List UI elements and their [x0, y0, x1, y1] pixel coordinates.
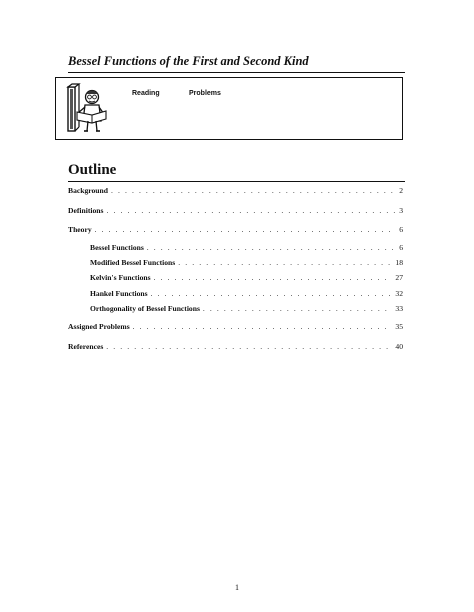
toc-leader [147, 243, 396, 252]
toc-leader [95, 225, 397, 234]
outline-divider [68, 181, 405, 182]
toc-label: Kelvin's Functions [90, 273, 151, 282]
reading-scholar-icon [64, 83, 112, 135]
toc-label: References [68, 342, 104, 351]
page-title: Bessel Functions of the First and Second Kind [68, 54, 309, 68]
page-number: 1 [235, 583, 239, 592]
toc-page-number: 32 [395, 289, 403, 298]
toc-entry-hankel-functions[interactable] [90, 289, 403, 299]
title-divider [68, 72, 405, 73]
toc-label: Modified Bessel Functions [90, 258, 176, 267]
toc-leader [178, 258, 392, 267]
toc-page-number: 3 [399, 206, 403, 215]
problems-link[interactable]: Problems [189, 90, 221, 97]
toc-entry-definitions[interactable] [68, 206, 403, 216]
toc-page-number: 35 [395, 322, 403, 331]
toc-label: Bessel Functions [90, 243, 144, 252]
toc-entry-orthogonality[interactable] [90, 304, 403, 314]
toc-page-number: 33 [395, 304, 403, 313]
toc-label: Assigned Problems [68, 322, 130, 331]
toc-entry-references[interactable] [68, 342, 403, 352]
toc-leader [203, 304, 393, 313]
toc-entry-theory[interactable] [68, 225, 403, 235]
toc-leader [106, 206, 396, 215]
navigation-banner [55, 77, 403, 140]
toc-label: Background [68, 186, 108, 195]
toc-label: Orthogonality of Bessel Functions [90, 304, 200, 313]
outline-heading: Outline [68, 162, 117, 178]
toc-page-number: 6 [399, 225, 403, 234]
toc-label: Hankel Functions [90, 289, 148, 298]
toc-leader [111, 186, 396, 195]
toc-page-number: 2 [399, 186, 403, 195]
toc-leader [106, 342, 392, 351]
toc-page-number: 40 [395, 342, 403, 351]
toc-entry-bessel-functions[interactable] [90, 243, 403, 253]
toc-leader [151, 289, 393, 298]
toc-leader [133, 322, 393, 331]
toc-page-number: 6 [399, 243, 403, 252]
toc-entry-assigned-problems[interactable] [68, 322, 403, 332]
toc-entry-kelvins-functions[interactable] [90, 273, 403, 283]
toc-leader [154, 273, 393, 282]
toc-page-number: 18 [395, 258, 403, 267]
toc-label: Theory [68, 225, 92, 234]
toc-label: Definitions [68, 206, 104, 215]
reading-link[interactable]: Reading [132, 90, 160, 97]
toc-entry-modified-bessel-functions[interactable] [90, 258, 403, 268]
toc-page-number: 27 [395, 273, 403, 282]
toc-entry-background[interactable] [68, 186, 403, 196]
